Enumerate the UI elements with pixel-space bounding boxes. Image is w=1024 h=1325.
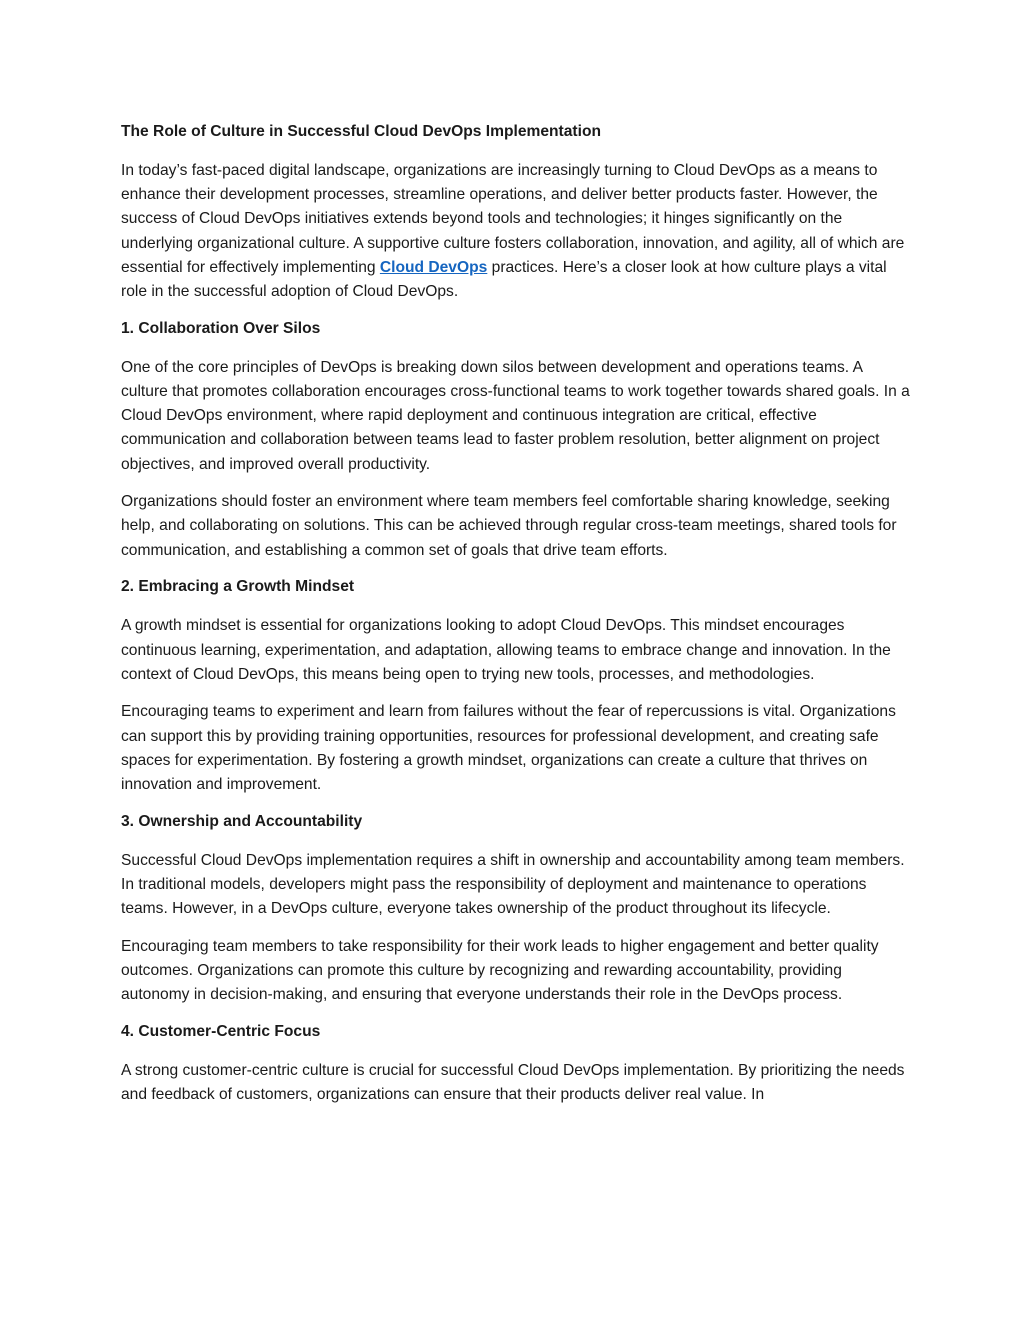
section-1-paragraph-1: One of the core principles of DevOps is breaking down silos between development and operations teams. A culture that promotes collaboration encourages cross-functional teams to work together towards shared goals. In a Cloud DevOps environment, where rapid deployment and continuous integration are critical, effective communication and collaboration between teams lead to faster problem resolution, better alignment on project objectives, and improved overall productivity. xyxy=(121,358,910,473)
section-1-heading: 1. Collaboration Over Silos xyxy=(121,319,321,337)
document-title: The Role of Culture in Successful Cloud DevOps Implementation xyxy=(121,123,602,140)
section-2-heading: 2. Embracing a Growth Mindset xyxy=(121,578,355,596)
intro-text-before-link: In today’s fast-paced digital landscape, organizations are increasingly turning to Cloud DevOps as a means to enhance their development processes, streamline operations, and deliver better products faster. However, the success of Cloud DevOps initiatives extends beyond tools and technologies; it hinges significantly on the underlying organizational culture. A supportive culture fosters collaboration, innovation, and agility, all of which are essential for effectively implementing xyxy=(121,162,905,276)
section-3-paragraph-1: Successful Cloud DevOps implementation requires a shift in ownership and accountability among team members. In traditional models, developers might pass the responsibility of deployment and maintenance to operations teams. However, in a DevOps culture, everyone takes ownership of the product throughout its lifecycle. xyxy=(121,851,905,918)
section-2-paragraph-2: Encouraging teams to experiment and learn from failures without the fear of repercussions is vital. Organizations can support this by providing training opportunities, resources for professional development, and creating safe spaces for experimentation. By fostering a growth mindset, organizations can create a culture that thrives on innovation and improvement. xyxy=(121,703,896,794)
cloud-devops-link[interactable]: Cloud DevOps xyxy=(379,258,488,276)
document-page xyxy=(121,121,911,1121)
section-3-heading: 3. Ownership and Accountability xyxy=(121,812,363,830)
intro-paragraph xyxy=(121,159,911,304)
section-4-heading: 4. Customer-Centric Focus xyxy=(121,1022,321,1040)
section-4-paragraph-1: A strong customer-centric culture is crucial for successful Cloud DevOps implementation. By prioritizing the needs and feedback of customers, organizations can ensure that their products deliver real value. In xyxy=(121,1061,905,1104)
section-2-paragraph-1: A growth mindset is essential for organizations looking to adopt Cloud DevOps. This mindset encourages continuous learning, experimentation, and adaptation, allowing teams to embrace change and innovation. In the context of Cloud DevOps, this means being open to trying new tools, processes, and methodologies. xyxy=(121,617,891,683)
section-1-paragraph-2: Organizations should foster an environment where team members feel comfortable sharing knowledge, seeking help, and collaborating on solutions. This can be achieved through regular cross-team meetings, shared tools for communication, and establishing a common set of goals that drive team efforts. xyxy=(121,493,897,559)
intro-text-after-link: practices. Here’s a closer look at how culture plays a vital role in the successful adoption of Cloud DevOps. xyxy=(121,258,887,301)
section-3-paragraph-2: Encouraging team members to take responsibility for their work leads to higher engagement and better quality outcomes. Organizations can promote this culture by recognizing and rewarding accountability, providing autonomy in decision-making, and ensuring that everyone understands their role in the DevOps process. xyxy=(121,937,879,1004)
